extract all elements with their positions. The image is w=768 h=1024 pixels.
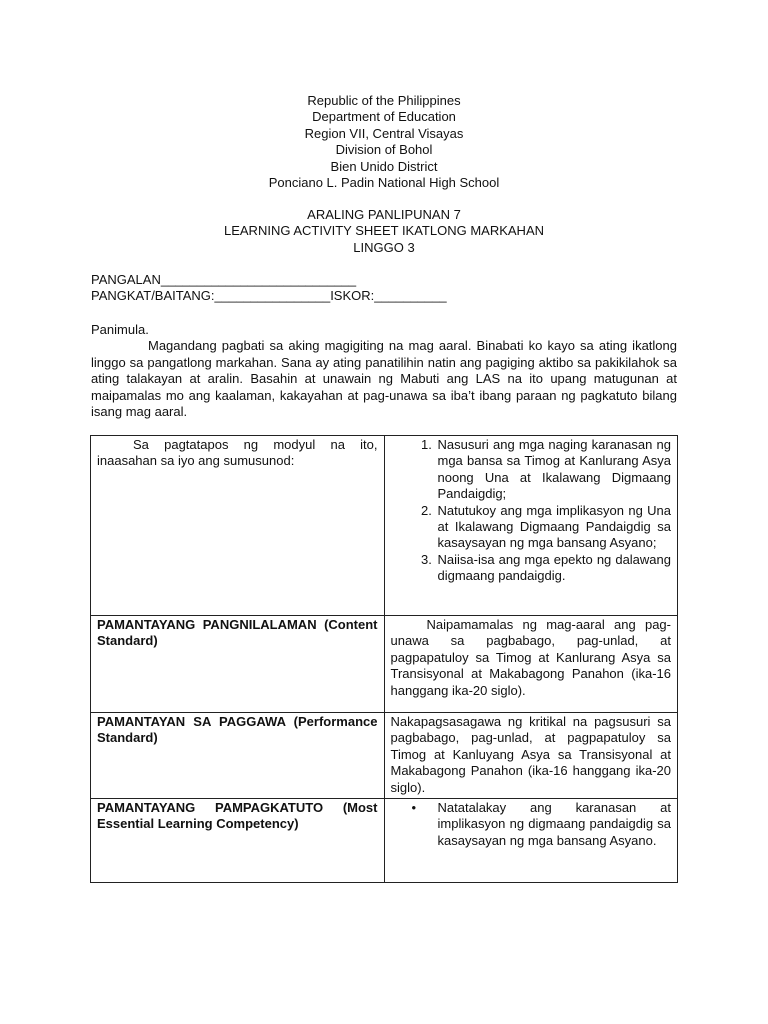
- content-standard-text: Naipamamalas ng mag-aaral ang pag-unawa sa pagbabago, pag-unlad, at pagpapatuloy sa Timog at Kanlurang Asya sa Transisyonal at Makabagong Panahon (ika-16 hanggang ika-20 siglo).: [390, 617, 671, 698]
- school-header: [0, 93, 768, 191]
- melc-label: PAMANTAYANG PAMPAGKATUTO (Most Essential Learning Competency): [97, 800, 378, 832]
- table-row: [91, 436, 678, 616]
- performance-standard-label-cell: [91, 713, 385, 799]
- list-item: 1. Nasusuri ang mga naging karanasan ng mga bansa sa Timog at Kanlurang Asya noong Una at Ikalawang Digmaang Pandaigdig;: [436, 437, 672, 503]
- learning-standards-table: [90, 435, 678, 883]
- name-field: PANGALAN___________________________: [91, 272, 357, 287]
- title-line: LEARNING ACTIVITY SHEET IKATLONG MARKAHAN: [223, 223, 545, 239]
- intro-body: Magandang pagbati sa aking magigiting na mag aaral. Binabati ko kayo sa ating ikatlong linggo sa pangatlong markahan. Sana ay ating panatilihin natin ang pagiging aktibo sa pakikilahok sa ating talakayan at aralin. Basahin at unawain ng Mabuti ang LAS na ito upang matugunan at maipamalas mo ang kaalaman, kakayahan at pag-unawa sa iba’t ibang paraan ng pagkatuto bilang isang mag aaral.: [91, 338, 677, 420]
- introduction: [91, 322, 677, 420]
- section-score-field: PANGKAT/BAITANG:________________ISKOR:__________: [91, 288, 447, 304]
- header-line: Bien Unido District: [330, 158, 438, 174]
- objectives-list: [391, 437, 672, 585]
- objectives-intro-cell: [91, 436, 385, 616]
- list-item: • Natatalakay ang karanasan at implikasyon ng digmaang pandaigdig sa kasaysayan ng mga bansang Asyano.: [436, 800, 672, 849]
- document-title: [0, 207, 768, 256]
- intro-heading: Panimula.: [91, 322, 149, 337]
- list-item: 2. Natutukoy ang mga implikasyon ng Una at Ikalawang Digmaang Pandaigdig sa kasaysayan ng mga bansang Asyano;: [436, 503, 672, 552]
- student-info-fields: [91, 272, 691, 305]
- melc-list: [391, 800, 672, 849]
- title-line: LINGGO 3: [353, 239, 415, 255]
- table-row: [91, 799, 678, 883]
- list-item: 3. Naiisa-isa ang mga epekto ng dalawang digmaang pandaigdig.: [436, 552, 672, 585]
- table-row: [91, 616, 678, 713]
- melc-cell: [384, 799, 678, 883]
- header-line: Division of Bohol: [335, 142, 433, 158]
- performance-standard-cell: [384, 713, 678, 799]
- content-standard-label-cell: [91, 616, 385, 713]
- objectives-intro: Sa pagtatapos ng modyul na ito, inaasahan sa iyo ang sumusunod:: [97, 437, 378, 469]
- header-line: Department of Education: [312, 109, 456, 125]
- performance-standard-text: Nakapagsasagawa ng kritikal na pagsusuri sa pagbabago, pag-unlad, at pagpapatuloy sa Timog at Kanluyang Asya sa Transisyonal at Makabagong Panahon (ika-16 hanggang ika-20 siglo).: [390, 714, 671, 795]
- table-row: [91, 713, 678, 799]
- header-line: Republic of the Philippines: [307, 93, 461, 108]
- title-line: ARALING PANLIPUNAN 7: [307, 207, 461, 222]
- header-line: Region VII, Central Visayas: [304, 125, 464, 141]
- content-standard-cell: [384, 616, 678, 713]
- content-standard-label: PAMANTAYANG PANGNILALAMAN (Content Standard): [97, 617, 378, 649]
- header-line: Ponciano L. Padin National High School: [268, 175, 500, 191]
- performance-standard-label: PAMANTAYAN SA PAGGAWA (Performance Standard): [97, 714, 378, 746]
- objectives-cell: [384, 436, 678, 616]
- melc-label-cell: [91, 799, 385, 883]
